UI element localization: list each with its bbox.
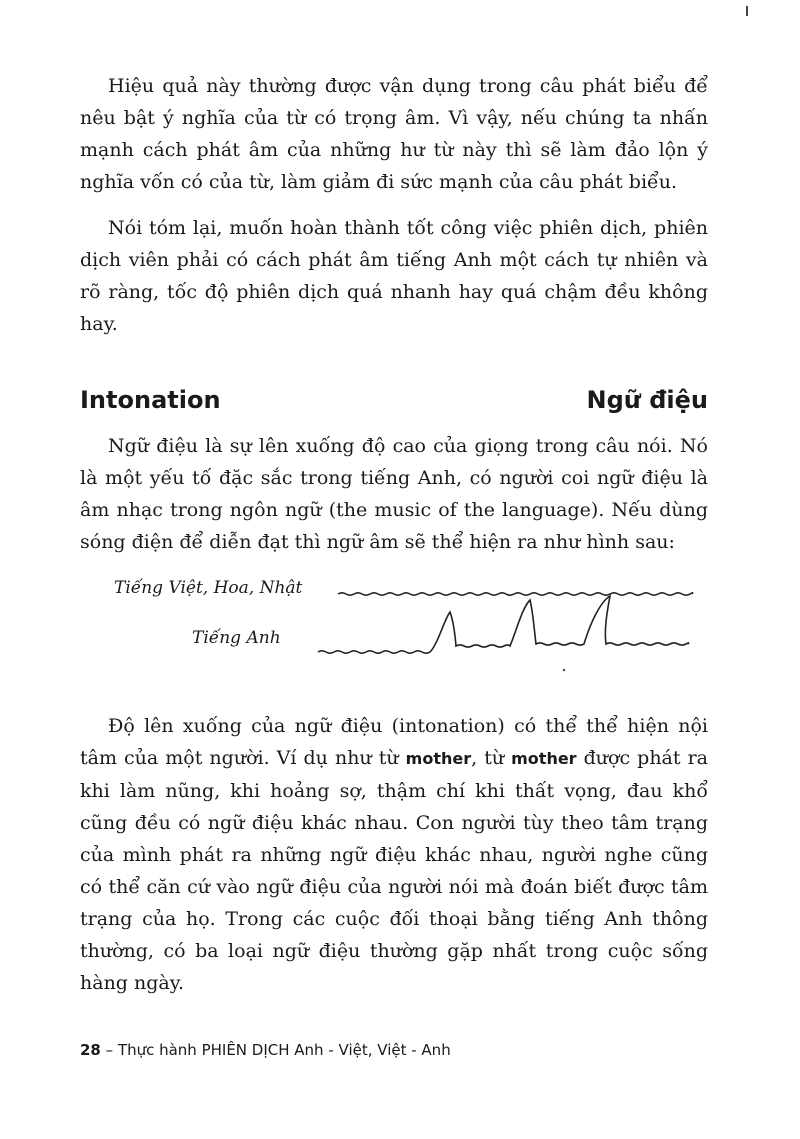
page-content <box>80 70 708 1013</box>
paragraph-summary: Nói tóm lại, muốn hoàn thành tốt công việc phiên dịch, phiên dịch viên phải có cách phát âm tiếng Anh một cách tự nhiên và rõ ràng, tốc độ phiên dịch quá nhanh hay quá chậm đều không hay. <box>80 217 708 335</box>
book-title: – Thực hành PHIÊN DỊCH Anh - Việt, Việt - Anh <box>100 1041 451 1059</box>
word-mother-2: mother <box>511 749 577 768</box>
word-mother-1: mother <box>405 749 472 768</box>
label-vietnamese-chinese-japanese: Tiếng Việt, Hoa, Nhật <box>114 578 303 598</box>
paragraph-stress-effect: Hiệu quả này thường được vận dụng trong câu phát biểu để nêu bật ý nghĩa của từ có trọng âm. Vì vậy, nếu chúng ta nhấn mạnh cách phát âm của những hư từ này thì sẽ làm đảo lộn ý nghĩa vốn có của từ, làm giảm đi sức mạnh của câu phát biểu. <box>80 75 708 193</box>
body-text-3: được phát ra khi làm nũng, khi hoảng sợ, thậm chí khi thất vọng, đau khổ cũng đều có ngữ điệu khác nhau. Con người tùy theo tâm trạng của mình phát ra những ngữ điệu khác nhau, người nghe cũng có thể căn cứ vào ngữ điệu của người nói mà đoán biết được tâm trạng của họ. Trong các cuộc đối thoại bằng tiếng Anh thông thường, có ba loại ngữ điệu thường gặp nhất trong cuộc sống hàng ngày. <box>80 747 708 994</box>
dot-mark <box>563 669 565 671</box>
wave-drawing <box>310 572 708 682</box>
paragraph-intonation-body <box>80 710 708 999</box>
heading-english: Intonation <box>80 386 221 414</box>
page-number: 28 <box>80 1041 101 1059</box>
section-heading <box>80 386 708 414</box>
corner-mark <box>746 6 748 16</box>
label-english: Tiếng Anh <box>192 628 281 648</box>
paragraph-intonation-intro: Ngữ điệu là sự lên xuống độ cao của giọng trong câu nói. Nó là một yếu tố đặc sắc trong tiếng Anh, có người coi ngữ điệu là âm nhạc trong ngôn ngữ (the music of the language). Nếu dùng sóng điện để diễn đạt thì ngữ âm sẽ thể hiện ra như hình sau: <box>80 435 708 553</box>
intonation-wave-figure <box>80 572 708 692</box>
flat-wave-line <box>338 593 693 595</box>
body-text-2: , từ <box>471 747 512 769</box>
heading-vietnamese: Ngữ điệu <box>586 386 708 414</box>
page-footer <box>80 1041 451 1059</box>
body-text-1: Độ lên xuống của ngữ điệu (intonation) có thể thể hiện nội tâm của một người. Ví dụ như từ <box>80 715 708 769</box>
rising-wave-line <box>318 596 689 653</box>
